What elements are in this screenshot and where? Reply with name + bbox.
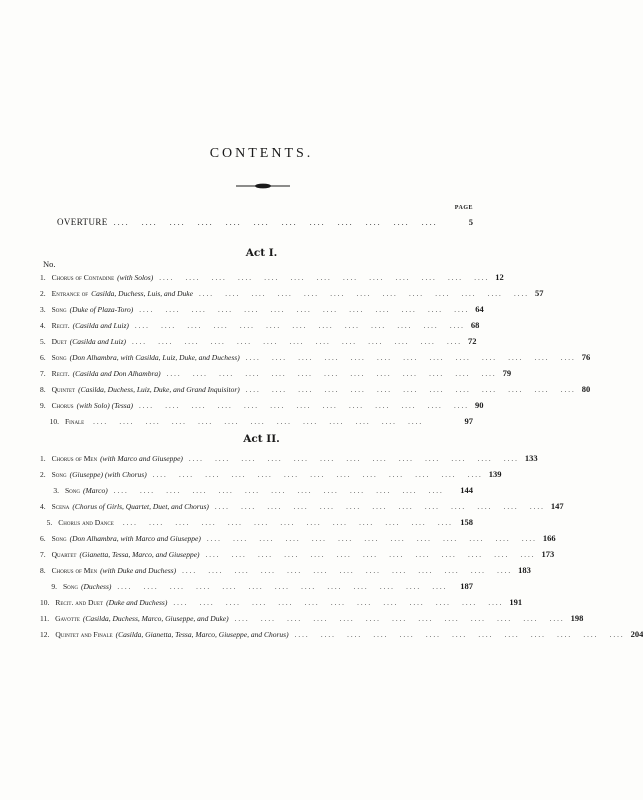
entry-page: 64 (475, 304, 484, 314)
entry-number: 1. (40, 454, 46, 463)
entry-number: 6. (40, 353, 46, 362)
leader-dots: .... .... .... .... .... .... .... .... .... .... .... .... .... (117, 583, 448, 591)
entry-detail: (Casilda and Luiz) (69, 337, 127, 346)
entry-number: 4. (40, 321, 46, 330)
entry-detail: (Duke and Duchess) (106, 598, 168, 607)
entry-title: Song (51, 353, 67, 362)
entry-title: Song (62, 582, 78, 591)
entry-number: 8. (40, 385, 46, 394)
entry-title: Chorus of Men (51, 566, 98, 575)
entry-page: 133 (524, 453, 538, 463)
entry-title: Song (51, 534, 67, 543)
entry-page: 139 (488, 469, 502, 479)
leader-dots: .... .... .... .... .... .... .... .... .... .... .... .... .... (139, 306, 470, 314)
leader-dots: .... .... .... .... .... .... .... .... .... .... .... .... .... (205, 551, 536, 559)
entry-detail: (Chorus of Girls, Quartet, Duet, and Chorus) (72, 502, 209, 511)
entry-number: 2. (40, 289, 46, 298)
entry-title: Quintet (51, 385, 76, 394)
entry-number: 5. (40, 337, 46, 346)
leader-dots: .... .... .... .... .... .... .... .... .... .... .... .... .... (245, 354, 576, 362)
leader-dots: .... .... .... .... .... .... .... .... .... .... .... .... .... (173, 599, 504, 607)
entry-number: 8. (40, 566, 46, 575)
entry-number: 9. (51, 582, 57, 591)
entry-page: 80 (581, 384, 591, 394)
entry-detail: (Casilda, Gianetta, Tessa, Marco, Giuseppe, and Chorus) (115, 630, 289, 639)
leader-dots: .... .... .... .... .... .... .... .... .... .... .... .... .... (159, 274, 490, 282)
contents-entry (40, 320, 480, 336)
contents-entry (40, 304, 484, 320)
entry-number: 12. (40, 630, 50, 639)
entry-detail: (Don Alhambra, with Marco and Giuseppe) (69, 534, 201, 543)
entry-title: Chorus and Dance (58, 518, 114, 527)
entry-page: 158 (460, 517, 473, 527)
leader-dots: .... .... .... .... .... .... .... .... .... .... .... .... .... (245, 386, 576, 394)
entry-title: Finale (65, 417, 85, 426)
leader-dots: .... .... .... .... .... .... .... .... .... .... .... .... .... (234, 615, 565, 623)
entry-detail: (Casilda and Don Alhambra) (72, 369, 161, 378)
entry-title: Scena (51, 502, 70, 511)
leader-dots: .... .... .... .... .... .... .... .... .... .... .... .... .... (198, 290, 529, 298)
entry-number: 10. (49, 417, 59, 426)
contents-entry (40, 565, 531, 581)
entry-page: 147 (550, 501, 564, 511)
entry-detail: (Duchess) (80, 582, 112, 591)
contents-entry (40, 288, 544, 304)
entry-detail: (Giuseppe) (with Chorus) (69, 470, 147, 479)
entry-number: 10. (40, 598, 50, 607)
entry-title: Quartet (51, 550, 77, 559)
leader-dots: .... .... .... .... .... .... .... .... .... .... .... .... .... (294, 631, 625, 639)
leader-dots: .... .... .... .... .... .... .... .... .... .... .... .... .... (166, 370, 497, 378)
entry-number: 11. (40, 614, 50, 623)
entry-title: Recit. (51, 321, 70, 330)
contents-entry (40, 272, 504, 288)
entry-detail: (Duke of Plaza-Toro) (69, 305, 134, 314)
entry-title: Chorus (51, 401, 74, 410)
contents-entry (40, 517, 473, 533)
overture-page: 5 (468, 217, 473, 227)
entry-page: 76 (581, 352, 591, 362)
leader-dots: .... .... .... .... .... .... .... .... .... .... .... .... .... (182, 567, 513, 575)
entry-number: 7. (40, 550, 46, 559)
entry-title: Song (51, 305, 67, 314)
contents-entry (40, 501, 564, 517)
entry-number: 5. (46, 518, 53, 527)
entry-page: 79 (502, 368, 512, 378)
entry-page: 187 (460, 581, 473, 591)
contents-entry (40, 533, 556, 549)
act-1-list (40, 272, 591, 432)
overture-label: OVERTURE (57, 217, 108, 227)
entry-page: 166 (542, 533, 556, 543)
page-column-header: PAGE (454, 205, 473, 211)
entry-page: 204 (630, 629, 643, 639)
leader-dots: .... .... .... .... .... .... .... .... .... .... .... .... .... (134, 322, 465, 330)
entry-detail: (Don Alhambra, with Casilda, Luiz, Duke, and Duchess) (69, 353, 240, 362)
entry-title: Gavotte (55, 614, 80, 623)
entry-page: 90 (474, 400, 484, 410)
contents-entry (40, 629, 643, 645)
entry-detail: (Casilda, Duchess, Marco, Giuseppe, and Duke) (82, 614, 229, 623)
contents-entry (40, 549, 555, 565)
entry-page: 57 (534, 288, 544, 298)
entry-number: 3. (40, 305, 46, 314)
contents-entry (40, 352, 591, 368)
entry-detail: (with Solo) (Tessa) (76, 401, 133, 410)
contents-entry (40, 485, 473, 501)
entry-detail: (Marco) (83, 486, 108, 495)
contents-entry (40, 384, 591, 400)
entry-title: Duet (51, 337, 67, 346)
entry-detail: (Casilda, Duchess, Luiz, Duke, and Grand Inquisitor) (78, 385, 240, 394)
ornament-divider (236, 183, 290, 189)
entry-page: 12 (495, 272, 504, 282)
leader-dots: .... .... .... .... .... .... .... .... .... .... .... .... .... (188, 455, 519, 463)
contents-entry (40, 453, 538, 469)
leader-dots: .... .... .... .... .... .... .... .... .... .... .... .... .... (152, 471, 483, 479)
page-title: CONTENTS. (209, 146, 314, 161)
entry-page: 144 (460, 485, 473, 495)
entry-detail: (with Duke and Duchess) (100, 566, 177, 575)
entry-number: 3. (53, 486, 59, 495)
contents-entry (40, 613, 584, 629)
entry-page: 173 (541, 549, 555, 559)
contents-entry (40, 368, 512, 384)
leader-dots: .... .... .... .... .... .... .... .... .... .... .... .... .... (138, 402, 469, 410)
entry-title: Song (51, 470, 67, 479)
leader-dots: .... .... .... .... .... .... .... .... .... .... .... .... .... (93, 418, 424, 426)
overture-row (57, 217, 473, 229)
entry-number: 2. (40, 470, 46, 479)
entry-number: 1. (40, 273, 46, 282)
entry-title: Quintet and Finale (55, 630, 113, 639)
leader-dots: .... .... .... .... .... .... .... .... .... .... .... .... (113, 218, 438, 227)
contents-entry (40, 400, 484, 416)
entry-title: Recit. (51, 369, 70, 378)
entry-page: 97 (464, 416, 473, 426)
contents-entry (40, 469, 502, 485)
act-2-list (40, 453, 643, 645)
contents-entry (40, 581, 473, 597)
entry-detail: (Gianetta, Tessa, Marco, and Giuseppe) (79, 550, 200, 559)
entry-title: Entrance of (51, 289, 89, 298)
contents-entry (40, 336, 477, 352)
entry-title: Chorus of Contadine (51, 273, 115, 282)
entry-detail: (with Solos) (117, 273, 154, 282)
entry-title: Song (65, 486, 81, 495)
entry-page: 68 (470, 320, 480, 330)
entry-number: 7. (40, 369, 46, 378)
contents-entry (40, 416, 473, 432)
entry-title: Chorus of Men (51, 454, 98, 463)
entry-detail: (with Marco and Giuseppe) (100, 454, 183, 463)
entry-detail: Casilda, Duchess, Luis, and Duke (91, 289, 193, 298)
entry-page: 191 (509, 597, 523, 607)
entry-page: 72 (468, 336, 477, 346)
number-column-label: No. (43, 259, 56, 269)
entry-title: Recit. and Duet (55, 598, 104, 607)
entry-page: 183 (518, 565, 531, 575)
entry-page: 198 (570, 613, 584, 623)
contents-entry (40, 597, 523, 613)
leader-dots: .... .... .... .... .... .... .... .... .... .... .... .... .... (113, 487, 444, 495)
leader-dots: .... .... .... .... .... .... .... .... .... .... .... .... .... (122, 519, 453, 527)
leader-dots: .... .... .... .... .... .... .... .... .... .... .... .... .... (206, 535, 537, 543)
entry-number: 4. (40, 502, 46, 511)
entry-number: 6. (40, 534, 46, 543)
act-2-heading: Act II. (243, 433, 280, 445)
entry-number: 9. (40, 401, 46, 410)
leader-dots: .... .... .... .... .... .... .... .... .... .... .... .... .... (214, 503, 545, 511)
act-1-heading: Act I. (245, 247, 278, 259)
entry-detail: (Casilda and Luiz) (72, 321, 129, 330)
leader-dots: .... .... .... .... .... .... .... .... .... .... .... .... .... (132, 338, 463, 346)
